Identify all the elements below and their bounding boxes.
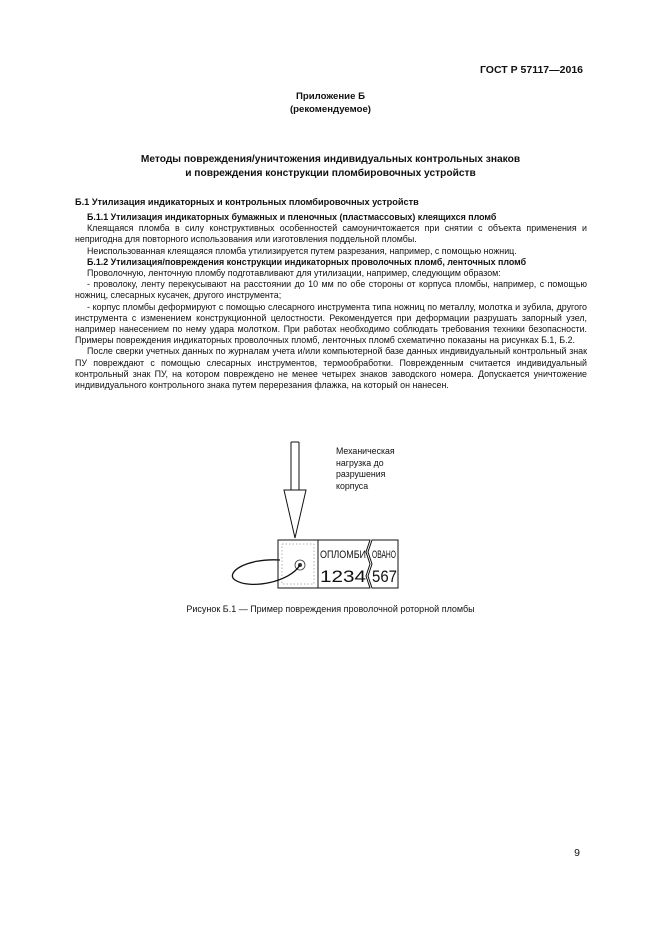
- body-text: [75, 212, 587, 391]
- subsection-heading-1: Б.1.1 Утилизация индикаторных бумажных и пленочных (пластмассовых) клеящихся пломб: [87, 212, 497, 222]
- appendix-status: (рекомендуемое): [289, 104, 371, 115]
- page-number: 9: [574, 847, 580, 859]
- load-label-line: Механическая: [336, 446, 395, 456]
- document-title-line-1: Методы повреждения/уничтожения индивидуальных контрольных знаков: [140, 154, 521, 165]
- load-label-line: нагрузка до: [336, 457, 384, 468]
- paragraph: Клеящаяся пломба в силу конструктивных особенностей самоуничтожается при снятии с объекта применения и непригодна для повторного использования или изготовления поддельной пломбы.: [75, 223, 587, 245]
- flag-text-right: ОВАНО: [372, 549, 397, 561]
- seal-diagram: [220, 430, 440, 600]
- load-label: [336, 446, 395, 492]
- paragraph: Неиспользованная клеящаяся пломба утилизируется путем разрезания, например, с помощью ножниц.: [87, 245, 517, 256]
- seal-damage-figure: [220, 430, 440, 600]
- seal-body: [278, 540, 318, 588]
- serial-number-left: 1234: [320, 567, 366, 586]
- list-item: - корпус пломбы деформируют с помощью слесарного инструмента типа ножниц по металлу, молотка и зубила, другого инструмента с изменением конструкционной целостности. Рекомендуется при деформации разрушать запорный узел, например нанесением по нему удара молотком. При работах необходимо соблюдать требования техники безопасности. Примеры повреждения индикаторных проволочных пломб, ленточных пломб схематично показаны на рисунках Б.1, Б.2.: [75, 301, 587, 346]
- appendix-title: Приложение Б: [296, 91, 365, 102]
- figure-caption: Рисунок Б.1 — Пример повреждения проволочной роторной пломбы: [186, 604, 475, 614]
- flag-text-left: ОПЛОМБИ: [320, 549, 366, 561]
- load-arrow-icon: [284, 442, 306, 538]
- list-item: - проволоку, ленту перекусывают на расстоянии до 10 мм по обе стороны от корпуса пломбы, например, с помощью ножниц, слесарных кусачек, другого инструмента;: [75, 279, 587, 301]
- section-heading: Б.1 Утилизация индикаторных и контрольных пломбировочных устройств: [75, 197, 419, 207]
- serial-number-right: 567: [372, 567, 397, 586]
- load-label-line: корпуса: [336, 480, 369, 491]
- standard-number: ГОСТ Р 57117—2016: [479, 64, 583, 76]
- paragraph: После сверки учетных данных по журналам учета и/или компьютерной базе данных индивидуальный контрольный знак ПУ повреждают с помощью слесарных инструментов, термообработки. Поврежденным считается индивидуальный контрольный знак ПУ, на котором повреждено не менее четырех знаков заводского номера. Допускается уничтожение индивидуального контрольного знака путем перерезания флажка, на который он нанесен.: [75, 346, 587, 391]
- paragraph: Проволочную, ленточную пломбу подготавливают для утилизации, например, следующим образом:: [87, 268, 501, 279]
- document-title-line-2: и повреждения конструкции пломбировочных устройств: [185, 168, 476, 179]
- load-label-line: разрушения: [336, 469, 386, 480]
- subsection-heading-2: Б.1.2 Утилизация/повреждения конструкции индикаторных проволочных пломб, ленточных пломб: [87, 256, 527, 267]
